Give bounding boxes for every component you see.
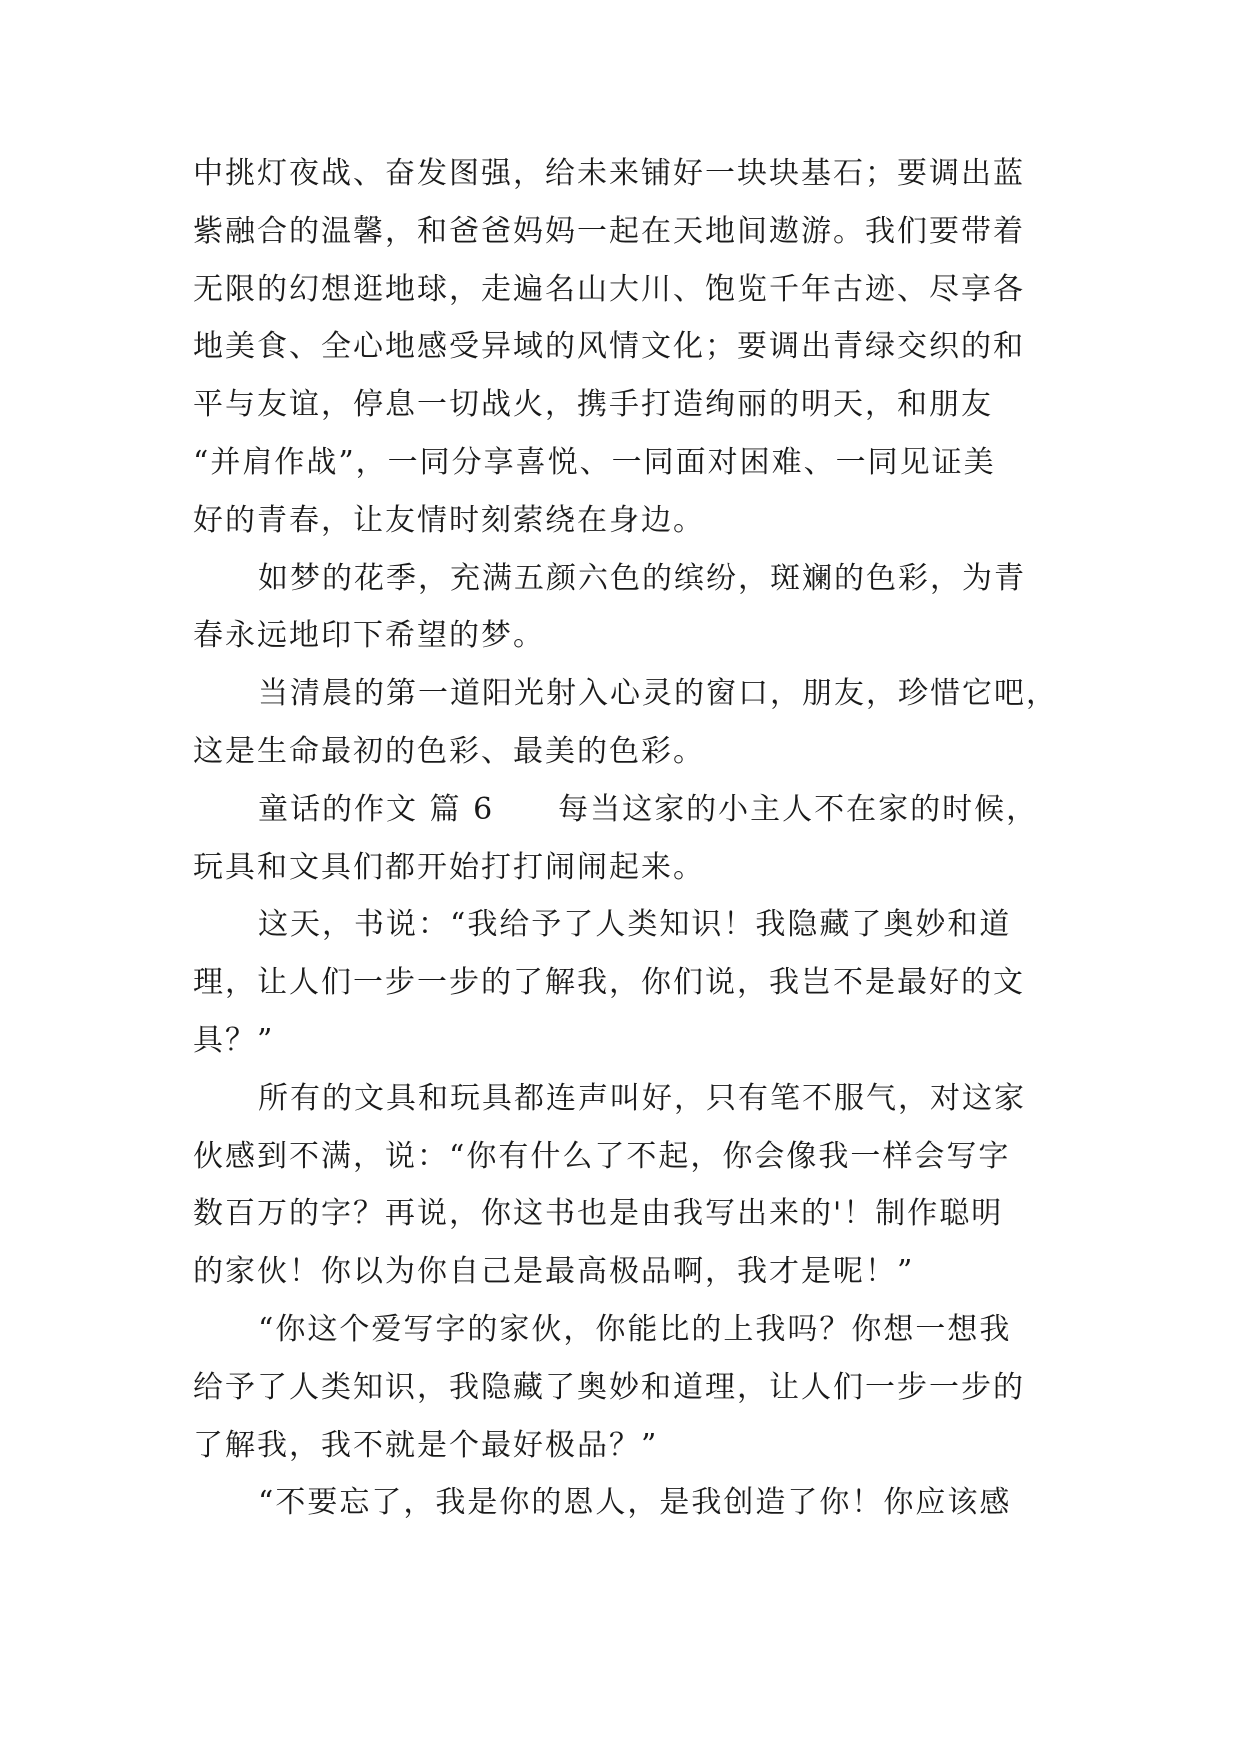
text-line: 伙感到不满，说：“你有什么了不起，你会像我一样会写字 (193, 1139, 1011, 1174)
text-line: 紫融合的温馨，和爸爸妈妈一起在天地间遨游。我们要带着 (193, 214, 1025, 249)
text-line: 玩具和文具们都开始打打闹闹起来。 (193, 850, 705, 885)
text-line: 中挑灯夜战、奋发图强，给未来铺好一块块基石；要调出蓝 (193, 156, 1025, 191)
text-line: 这是生命最初的色彩、最美的色彩。 (193, 734, 705, 769)
text-line: 无限的幻想逛地球，走遍名山大川、饱览千年古迹、尽享各 (193, 272, 1025, 307)
section-heading: 童话的作文 篇 6 (258, 792, 495, 827)
text-line: 给予了人类知识，我隐藏了奥妙和道理，让人们一步一步的 (193, 1370, 1025, 1405)
paragraph-first-line: “你这个爱写字的家伙，你能比的上我吗？你想一想我 (258, 1312, 1012, 1347)
text-line: 数百万的字？再说，你这书也是由我写出来的'！制作聪明 (193, 1196, 1004, 1231)
section-heading-line (258, 790, 1038, 830)
text-line: 平与友谊，停息一切战火，携手打造绚丽的明天，和朋友 (193, 387, 993, 422)
text-line: 地美食、全心地感受异域的风情文化；要调出青绿交织的和 (193, 329, 1025, 364)
text-line: 的家伙！你以为你自己是最高极品啊，我才是呢！” (193, 1254, 915, 1289)
paragraph-first-line: 这天，书说：“我给予了人类知识！我隐藏了奥妙和道 (258, 907, 1012, 942)
paragraph-first-line: 如梦的花季，充满五颜六色的缤纷，斑斓的色彩，为青 (258, 561, 1026, 596)
text-line: 好的青春，让友情时刻萦绕在身边。 (193, 503, 705, 538)
text-line: 具？” (193, 1023, 275, 1058)
text-line: 了解我，我不就是个最好极品？” (193, 1428, 659, 1463)
text-line: 理，让人们一步一步的了解我，你们说，我岂不是最好的文 (193, 965, 1025, 1000)
section-first-sentence: 每当这家的小主人不在家的时候， (558, 792, 1039, 827)
paragraph-first-line: 当清晨的第一道阳光射入心灵的窗口，朋友，珍惜它吧， (258, 676, 1058, 711)
paragraph-first-line: 所有的文具和玩具都连声叫好，只有笔不服气，对这家 (258, 1081, 1026, 1116)
text-line: “并肩作战”，一同分享喜悦、一同面对困难、一同见证美 (193, 445, 996, 480)
paragraph-first-line: “不要忘了，我是你的恩人，是我创造了你！你应该感 (258, 1485, 1012, 1520)
text-line: 春永远地印下希望的梦。 (193, 618, 545, 653)
